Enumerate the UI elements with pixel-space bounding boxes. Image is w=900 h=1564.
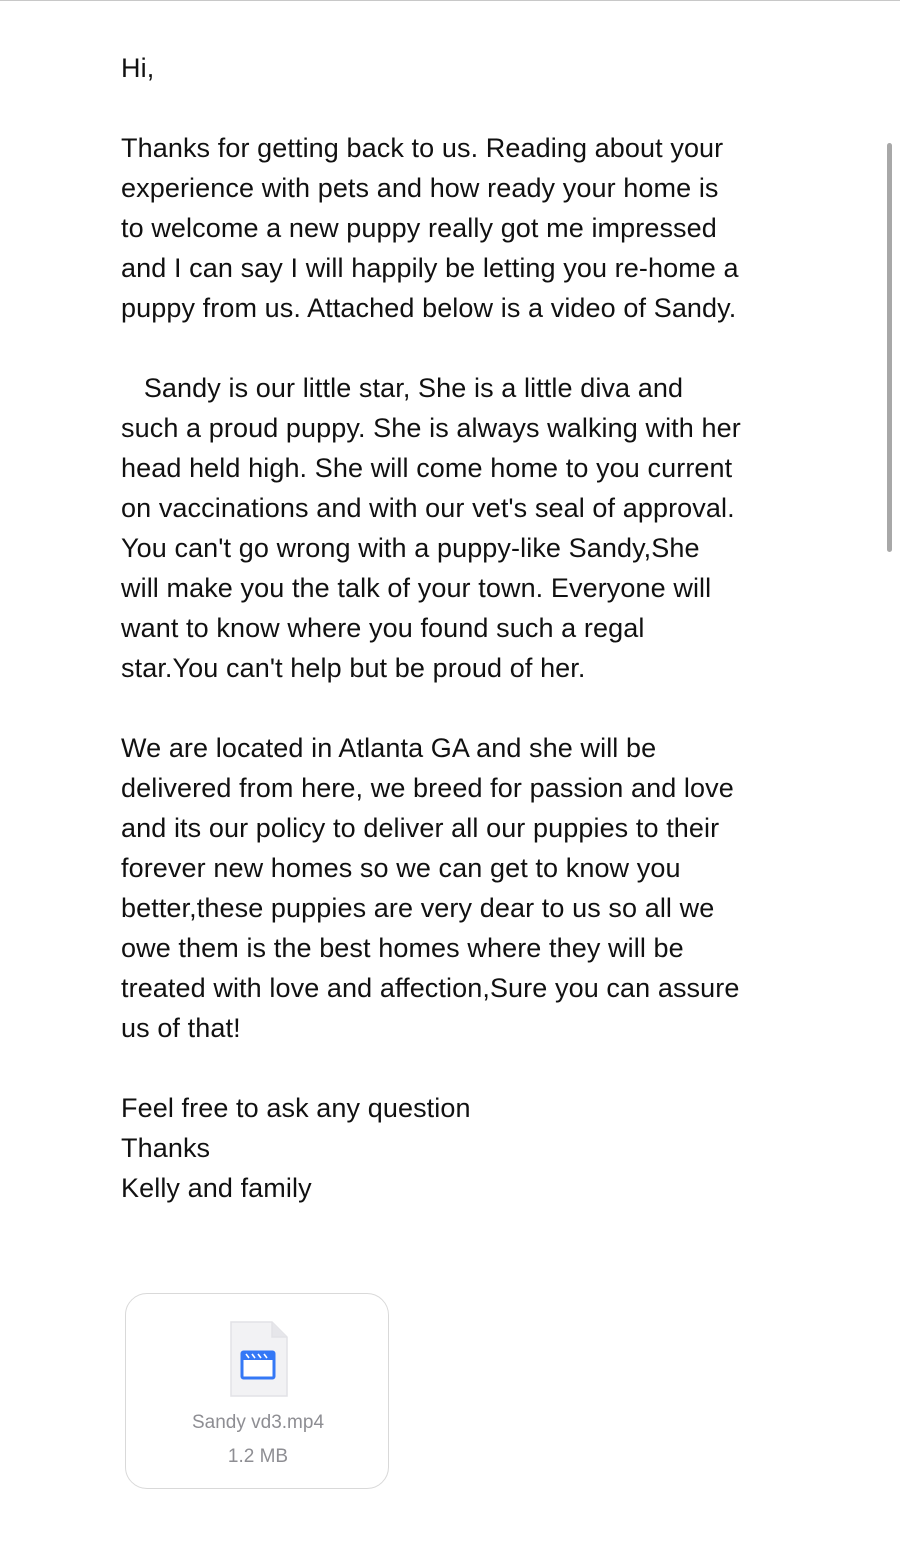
email-paragraph-1: Thanks for getting back to us. Reading about your experience with pets and how ready your home is to welcome a new puppy really got me impressed and I can say I will happily be letting you re-home a puppy from us. Attached below is a video of Sandy. (121, 133, 747, 323)
video-file-icon (228, 1319, 290, 1399)
email-body (121, 48, 749, 1208)
email-closing-line-1: Feel free to ask any question (121, 1093, 471, 1123)
email-signature: Kelly and family (121, 1173, 312, 1203)
top-divider (0, 0, 900, 1)
email-paragraph-2: Sandy is our little star, She is a little diva and such a proud puppy. She is always walking with her head held high. She will come home to you current on vaccinations and with our vet's seal of approval. You can't go wrong with a puppy-like Sandy,She will make you the talk of your town. Everyone will want to know where you found such a regal star.You can't help but be proud of her. (121, 373, 749, 683)
email-closing-line-2: Thanks (121, 1133, 211, 1163)
email-greeting: Hi, (121, 53, 155, 83)
attachment-file-name: Sandy vd3.mp4 (191, 1412, 325, 1433)
email-paragraph-3: We are located in Atlanta GA and she will be delivered from here, we breed for passion and love and its our policy to deliver all our puppies to their forever new homes so we can get to know you better,these puppies are very dear to us so all we owe them is the best homes where they will be treated with love and affection,Sure you can assure us of that! (121, 733, 748, 1043)
video-attachment[interactable] (125, 1293, 389, 1489)
vertical-scrollbar[interactable] (887, 143, 892, 552)
attachment-file-size: 1.2 MB (227, 1446, 289, 1467)
